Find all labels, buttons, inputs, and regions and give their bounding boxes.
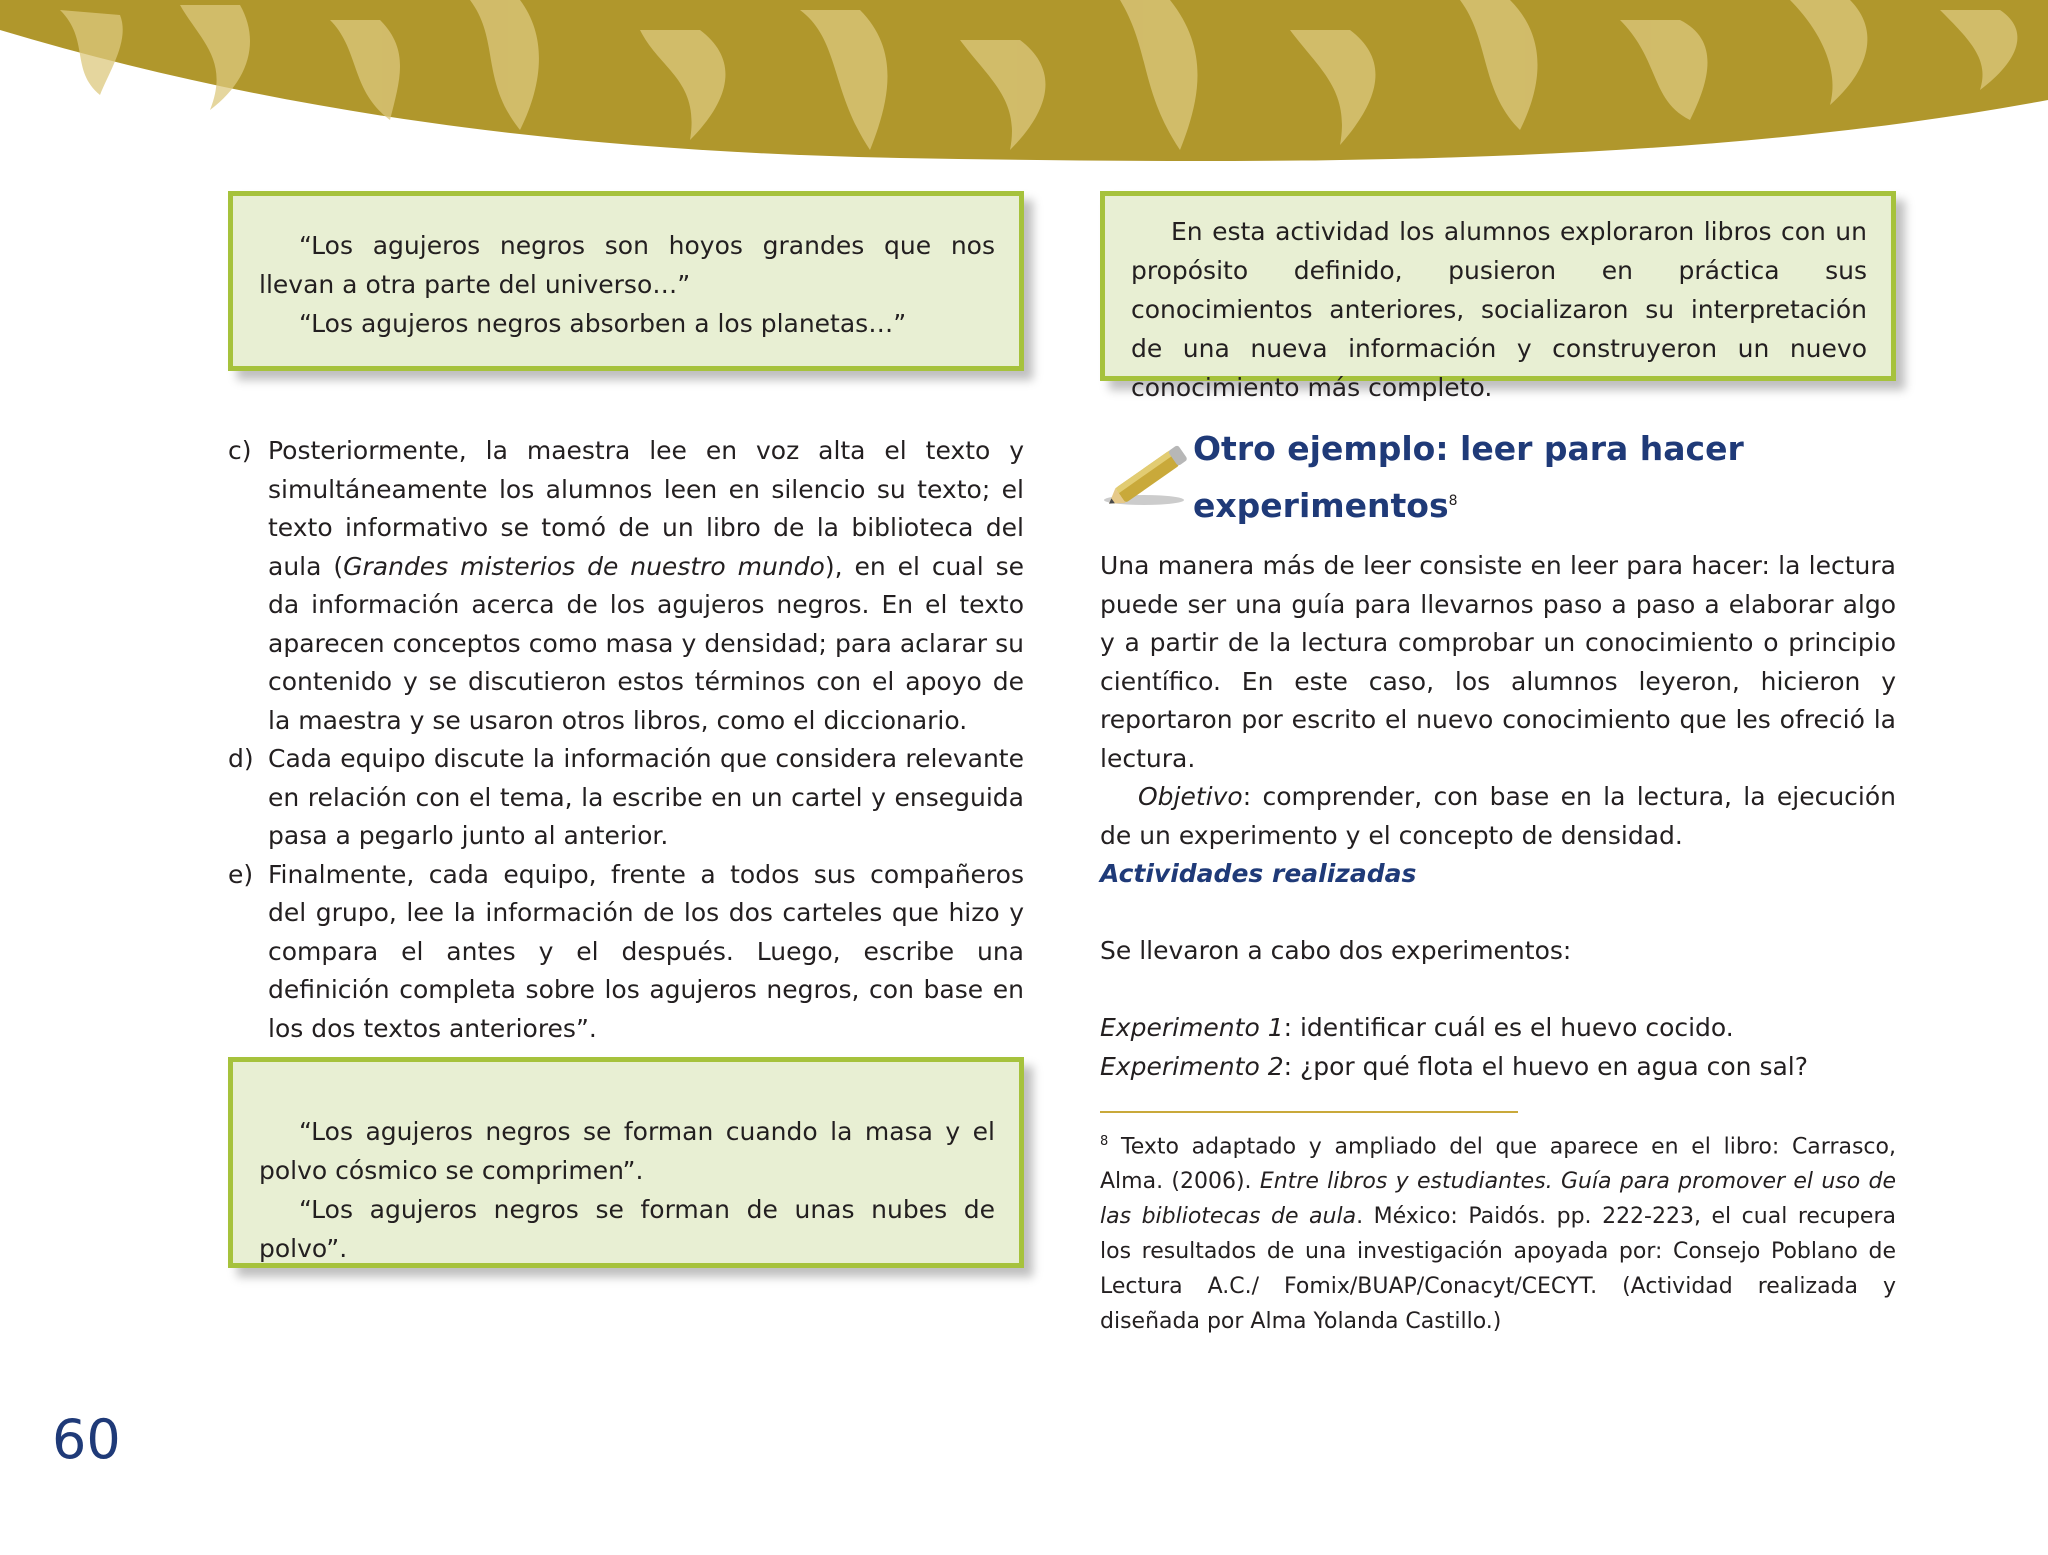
- procedure-list: [228, 432, 1024, 1048]
- page-number: 60: [52, 1408, 121, 1471]
- book-title: Grandes misterios de nuestro mundo: [343, 551, 825, 581]
- decorative-banner: [0, 0, 2048, 170]
- footnote-divider: [1100, 1111, 1518, 1113]
- quote-line: “Los agujeros negros se forman de unas nubes de polvo”.: [259, 1195, 995, 1263]
- intro-paragraph: Una manera más de leer consiste en leer para hacer: la lectura puede ser una guía para llevarnos paso a paso a elaborar algo y a partir de la lectura comprobar un conocimiento o principio científico. En este caso, los alumnos leyeron, hicieron y reportaron por escrito el nuevo conocimiento que les ofreció la lectura.: [1100, 551, 1896, 773]
- list-item-d: [228, 740, 1024, 856]
- book-title: Entre libros y estudiantes. Guía para promover el uso de las bibliotecas de aula: [1100, 1169, 1896, 1230]
- section-title: [1193, 422, 1893, 532]
- section-title-line: experimentos: [1193, 486, 1449, 525]
- footnote-reference: 8: [1448, 493, 1458, 509]
- quote-line: “Los agujeros negros absorben a los planetas…”: [299, 309, 907, 338]
- objective-paragraph: Objetivo: comprender, con base en la lectura, la ejecución de un experimento y el concepto de densidad.: [1100, 782, 1896, 850]
- footnote: $^8$ Texto adaptado y ampliado del que aparece en el libro: Carrasco, Alma. (2006). Entre libros y estudiantes. Guía para promover el uso de las bibliotecas de aula. México: Paidós. pp. 222-223, el cual recupera los resultados de una investigación apoyada por: Consejo Poblano de Lectura A.C./ Fomix/BUAP/Conacyt/CECYT. (Actividad realizada y diseñada por Alma Yolanda Castillo.): [1100, 1134, 1896, 1335]
- section-intro: [1100, 547, 1896, 855]
- footnote-number: 8: [1100, 1134, 1109, 1149]
- quote-box-black-holes-after: [228, 1057, 1024, 1268]
- list-item-e: [228, 856, 1024, 1049]
- experiments-intro: Se llevaron a cabo dos experimentos:: [1100, 936, 1572, 965]
- list-item-text: Cada equipo discute la información que considera relevante en relación con el tema, la escribe en un cartel y enseguida pasa a pegarlo junto al anterior.: [268, 744, 1024, 850]
- summary-box-activity: [1100, 191, 1896, 402]
- activities-heading: Actividades realizadas: [1100, 859, 1417, 888]
- list-item-text: Posteriormente, la maestra lee en voz alta el texto y simultáneamente los alumnos leen en silencio su texto; el texto informativo se tomó de un libro de la biblioteca del aula (Grandes misterios de nuestro mundo), en el cual se da información acerca de los agujeros negros. En el texto aparecen conceptos como masa y densidad; para aclarar su contenido y se discutieron estos términos con el apoyo de la maestra y se usaron otros libros, como el diccionario.: [268, 436, 1024, 735]
- experiments-list: [1100, 1009, 1896, 1086]
- summary-text: En esta actividad los alumnos exploraron libros con un propósito definido, pusieron en práctica sus conocimientos anteriores, socializaron su interpretación de una nueva información y construyeron un nuevo conocimiento más completo.: [1131, 217, 1867, 402]
- list-marker: d): [228, 744, 254, 773]
- section-title-line: Otro ejemplo: leer para hacer: [1193, 429, 1744, 468]
- experiment-item: Experimento 2: ¿por qué flota el huevo en agua con sal?: [1100, 1051, 1809, 1081]
- quote-line: “Los agujeros negros son hoyos grandes que nos llevan a otra parte del universo…”: [259, 231, 995, 299]
- quote-box-black-holes-before: [228, 191, 1024, 371]
- list-item-c: [228, 432, 1024, 740]
- list-marker: e): [228, 859, 254, 889]
- experiment-item: Experimento 1: identificar cuál es el huevo cocido.: [1100, 1013, 1734, 1042]
- pencil-icon: [1100, 430, 1198, 510]
- quote-line: “Los agujeros negros se forman cuando la masa y el polvo cósmico se comprimen”.: [259, 1117, 995, 1185]
- objective-label: Objetivo: [1138, 782, 1243, 811]
- list-item-text: Finalmente, cada equipo, frente a todos sus compañeros del grupo, lee la información de los dos carteles que hizo y compara el antes y el después. Luego, escribe una definición completa sobre los agujeros negros, con base en los dos textos anteriores”.: [268, 859, 1024, 1043]
- list-marker: c): [228, 436, 252, 465]
